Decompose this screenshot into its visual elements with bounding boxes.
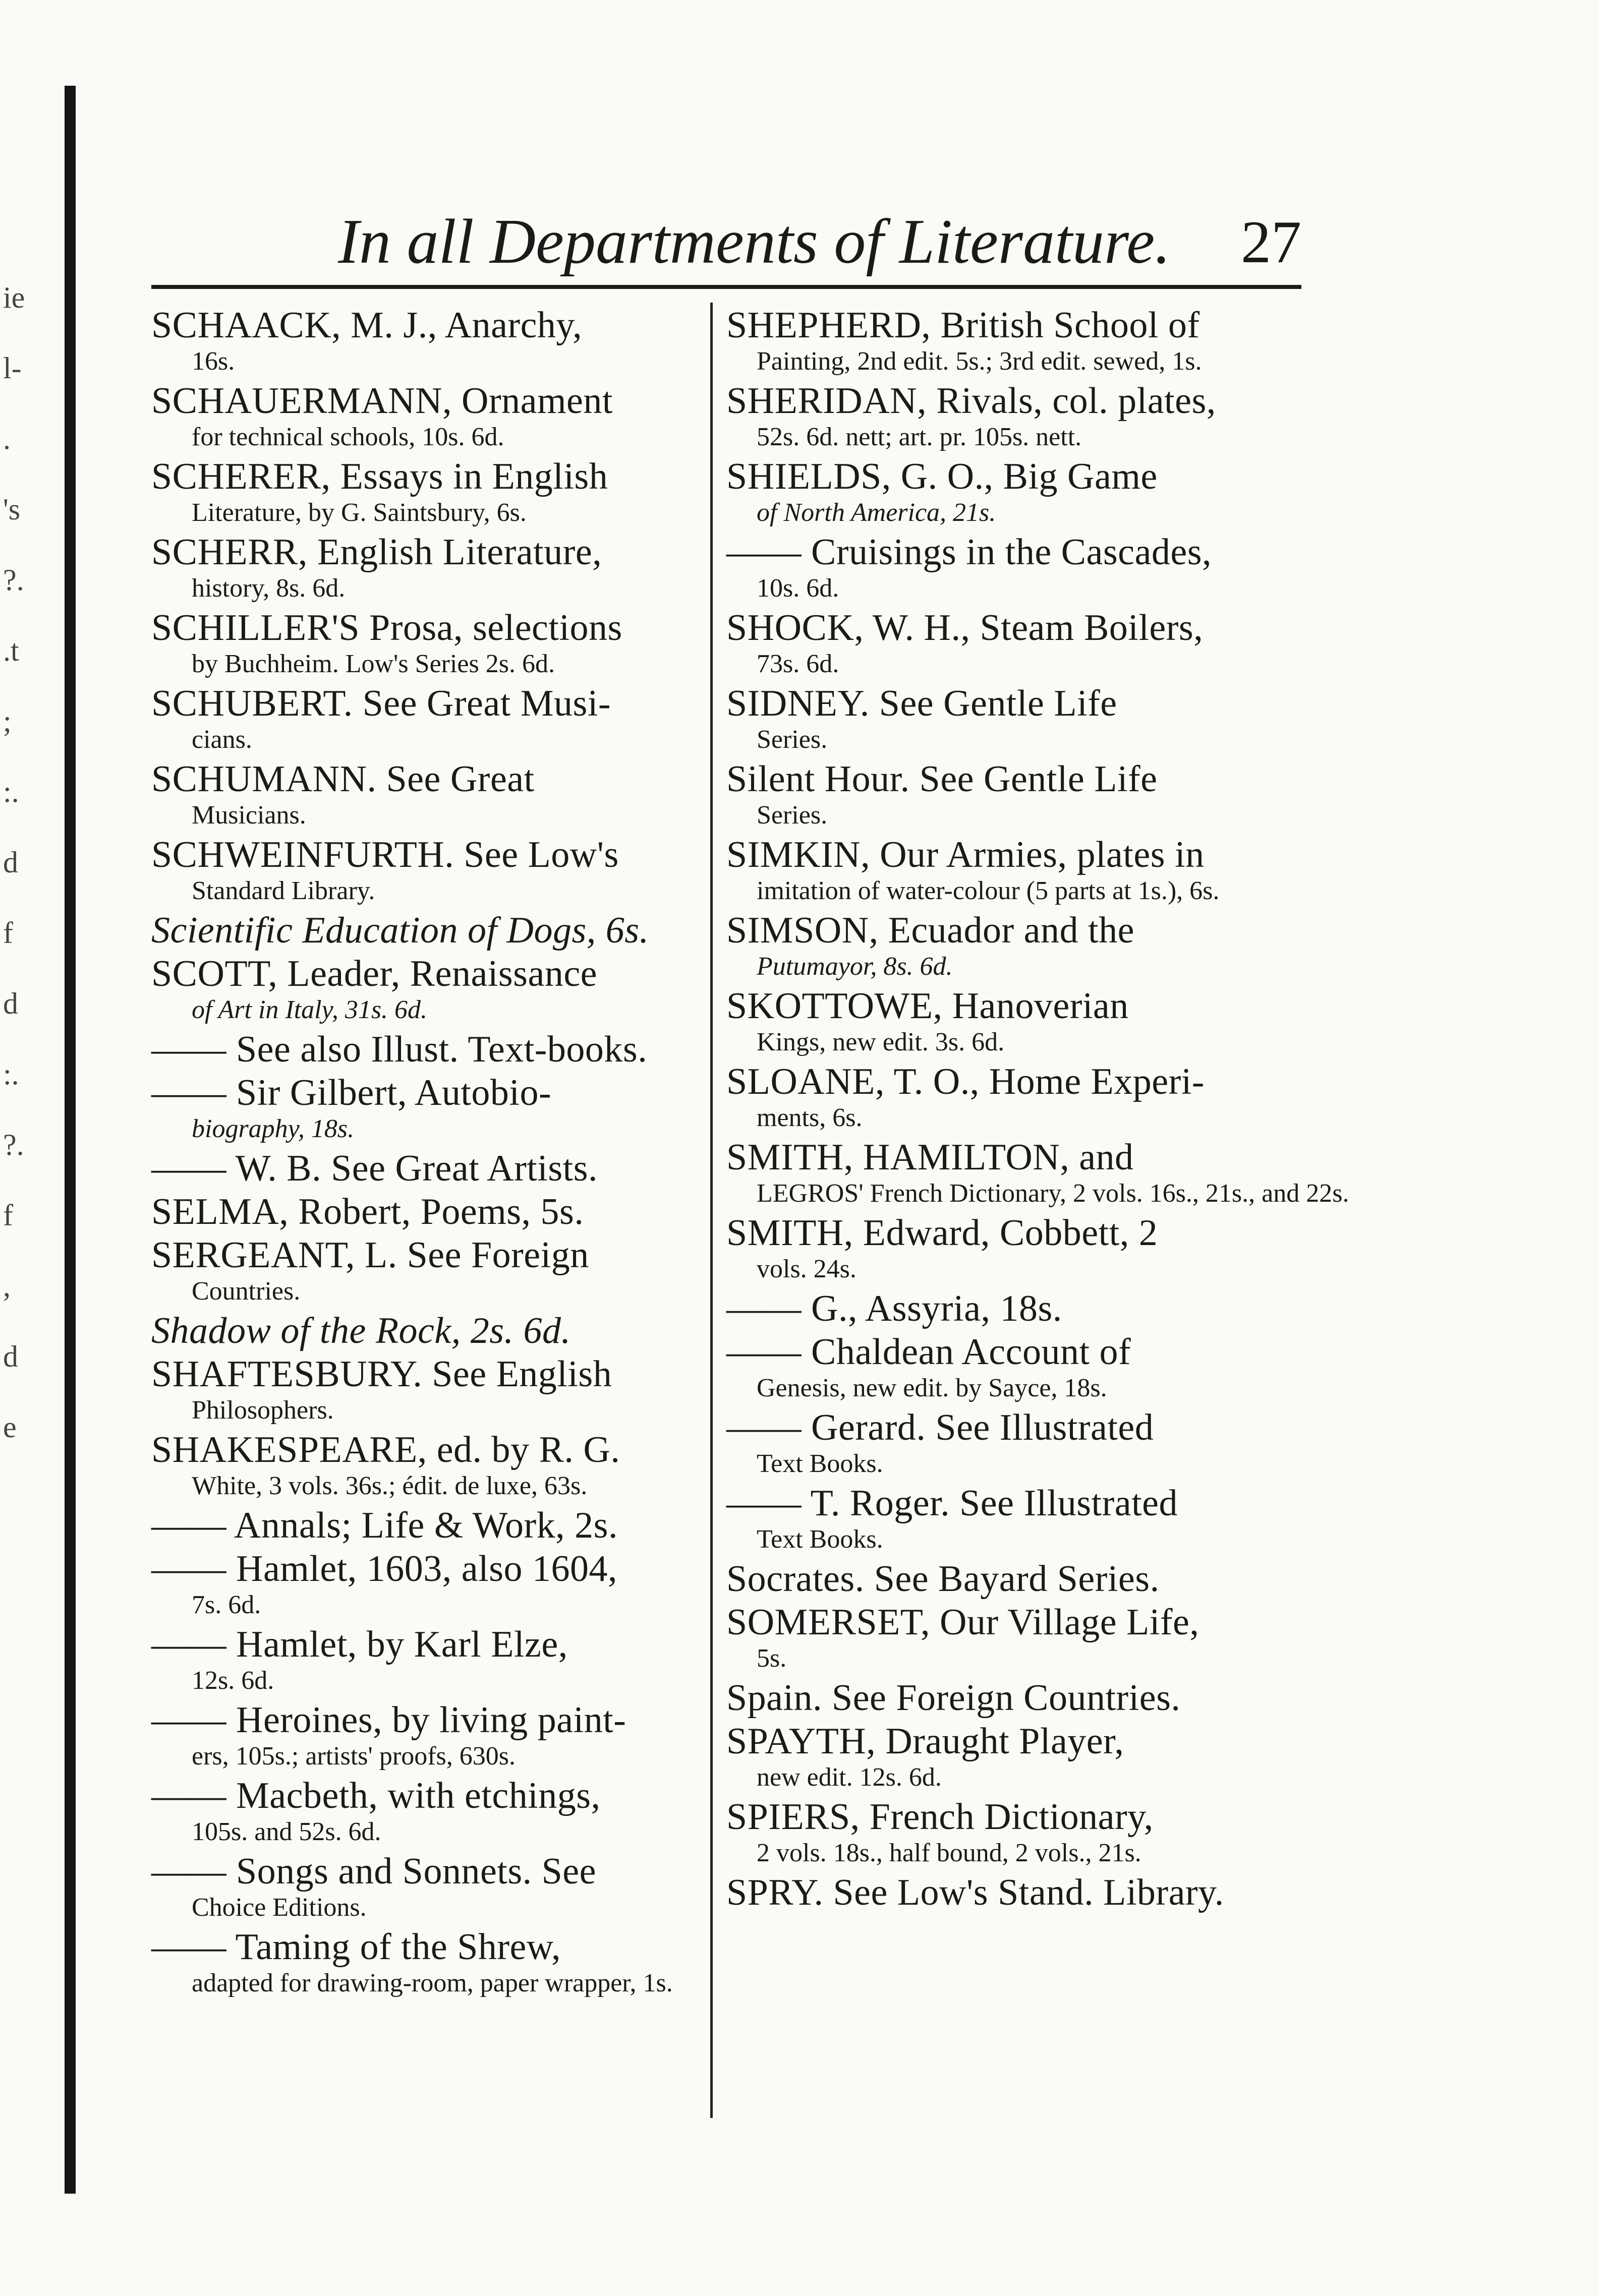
- entry-lead: SCHWEINFURTH. See Low's: [151, 834, 619, 875]
- margin-mark: d: [3, 846, 18, 879]
- entry-continuation: ments, 6s.: [757, 1103, 863, 1132]
- catalog-entry: [151, 1235, 696, 1308]
- catalog-entry: [151, 1505, 696, 1546]
- entry-lead: SCHAUERMANN, Ornament: [151, 380, 613, 422]
- entry-lead: Shadow of the Rock, 2s. 6d.: [151, 1310, 571, 1351]
- entry-continuation: of North America, 21s.: [757, 498, 996, 527]
- header-rule: [151, 285, 1301, 289]
- entry-lead: —— Hamlet, 1603, also 1604,: [151, 1548, 618, 1589]
- catalog-entry: [151, 608, 696, 680]
- entry-lead: —— T. Roger. See Illustrated: [726, 1483, 1178, 1524]
- right-column: [726, 305, 1349, 2131]
- catalog-entry: [151, 1430, 696, 1502]
- entry-continuation: Series.: [757, 725, 828, 754]
- entry-lead: SHIELDS, G. O., Big Game: [726, 456, 1158, 497]
- entry-lead: —— Taming of the Shrew,: [151, 1926, 561, 1968]
- margin-mark: ,: [3, 1269, 11, 1303]
- entry-lead: SHAKESPEARE, ed. by R. G.: [151, 1429, 620, 1470]
- entry-continuation: White, 3 vols. 36s.; édit. de luxe, 63s.: [192, 1471, 588, 1500]
- entry-lead: Socrates. See Bayard Series.: [726, 1558, 1160, 1600]
- catalog-entry: [726, 1332, 1301, 1404]
- entry-continuation: 7s. 6d.: [192, 1591, 261, 1619]
- entry-lead: SCHILLER'S Prosa, selections: [151, 607, 622, 649]
- entry-continuation: Musicians.: [192, 801, 306, 830]
- entry-continuation: Painting, 2nd edit. 5s.; 3rd edit. sewed, 1s.: [757, 347, 1202, 376]
- entry-continuation: Literature, by G. Saintsbury, 6s.: [192, 498, 527, 527]
- running-title: In all Departments of Literature.: [338, 207, 1171, 277]
- catalog-entry: [151, 683, 696, 756]
- entry-lead: Spain. See Foreign Countries.: [726, 1677, 1181, 1719]
- entry-continuation: Choice Editions.: [192, 1893, 367, 1922]
- entry-lead: SLOANE, T. O., Home Experi-: [726, 1061, 1205, 1102]
- entry-lead: SCHUMANN. See Great: [151, 758, 535, 800]
- entry-lead: SCHERER, Essays in English: [151, 456, 608, 497]
- margin-mark: d: [3, 1340, 18, 1373]
- catalog-entry: [726, 305, 1301, 378]
- catalog-entry: [151, 1192, 696, 1232]
- entry-continuation: Standard Library.: [192, 876, 375, 905]
- entry-lead: SHOCK, W. H., Steam Boilers,: [726, 607, 1204, 649]
- entry-lead: Scientific Education of Dogs, 6s.: [151, 910, 649, 951]
- entry-lead: Silent Hour. See Gentle Life: [726, 758, 1158, 800]
- catalog-entry: [726, 1678, 1301, 1718]
- catalog-entry: [151, 532, 696, 605]
- catalog-entry: [726, 381, 1301, 453]
- entry-continuation: 16s.: [192, 347, 235, 376]
- catalog-entry: [726, 910, 1301, 983]
- entry-continuation: adapted for drawing-room, paper wrapper, 1s.: [192, 1969, 673, 1997]
- catalog-entry: [151, 1029, 696, 1070]
- entry-lead: SERGEANT, L. See Foreign: [151, 1234, 589, 1276]
- entry-lead: —— Chaldean Account of: [726, 1331, 1131, 1373]
- entry-lead: SIDNEY. See Gentle Life: [726, 683, 1117, 724]
- entry-continuation: vols. 24s.: [757, 1255, 856, 1283]
- entry-continuation: Text Books.: [757, 1449, 883, 1478]
- catalog-entry: [151, 1549, 696, 1621]
- entry-lead: SOMERSET, Our Village Life,: [726, 1602, 1200, 1643]
- catalog-entry: [726, 1872, 1301, 1913]
- entry-continuation: 73s. 6d.: [757, 650, 839, 678]
- catalog-entry: [151, 1776, 696, 1848]
- entry-continuation: of Art in Italy, 31s. 6d.: [192, 995, 428, 1024]
- entry-lead: —— Macbeth, with etchings,: [151, 1775, 601, 1816]
- entry-lead: SHERIDAN, Rivals, col. plates,: [726, 380, 1216, 422]
- margin-mark: l-: [3, 351, 22, 385]
- catalog-entry: [151, 1354, 696, 1427]
- entry-lead: SELMA, Robert, Poems, 5s.: [151, 1191, 584, 1232]
- margin-mark: .t: [3, 634, 19, 667]
- entry-continuation: 105s. and 52s. 6d.: [192, 1817, 381, 1846]
- catalog-entry: [726, 1213, 1301, 1285]
- entry-lead: SMITH, Edward, Cobbett, 2: [726, 1212, 1158, 1254]
- entry-lead: SPIERS, French Dictionary,: [726, 1796, 1154, 1838]
- entry-continuation: Countries.: [192, 1277, 301, 1306]
- catalog-entry: [151, 910, 696, 951]
- catalog-entry: [726, 1797, 1301, 1869]
- entry-lead: SCOTT, Leader, Renaissance: [151, 953, 598, 994]
- left-column: [151, 305, 696, 2131]
- catalog-entry: [151, 1311, 696, 1351]
- entry-continuation: imitation of water-colour (5 parts at 1s.), 6s.: [757, 876, 1220, 905]
- entry-lead: SHAFTESBURY. See English: [151, 1353, 612, 1395]
- catalog-entry: [726, 1483, 1301, 1556]
- entry-continuation: 52s. 6d. nett; art. pr. 105s. nett.: [757, 423, 1082, 451]
- catalog-entry: [726, 1559, 1301, 1599]
- margin-mark: .: [3, 422, 11, 455]
- book-spine-shadow: [65, 86, 76, 2194]
- margin-mark: ;: [3, 704, 12, 738]
- entry-continuation: biography, 18s.: [192, 1114, 355, 1143]
- catalog-entry: [726, 532, 1301, 605]
- entry-continuation: 10s. 6d.: [757, 574, 839, 603]
- catalog-entry: [726, 1721, 1301, 1794]
- entry-lead: SMITH, HAMILTON, and: [726, 1137, 1134, 1178]
- entry-lead: —— Gerard. See Illustrated: [726, 1407, 1154, 1448]
- entry-lead: —— See also Illust. Text-books.: [151, 1029, 648, 1070]
- catalog-entry: [726, 1602, 1301, 1675]
- margin-mark: 's: [3, 493, 21, 526]
- entry-continuation: 12s. 6d.: [192, 1666, 274, 1695]
- entry-lead: SPRY. See Low's Stand. Library.: [726, 1872, 1224, 1913]
- entry-continuation: LEGROS' French Dictionary, 2 vols. 16s., 21s., and 22s.: [757, 1179, 1349, 1208]
- entry-continuation: Text Books.: [757, 1525, 883, 1554]
- entry-continuation: by Buchheim. Low's Series 2s. 6d.: [192, 650, 555, 678]
- entry-lead: —— Heroines, by living paint-: [151, 1699, 626, 1741]
- entry-continuation: new edit. 12s. 6d.: [757, 1763, 942, 1792]
- catalog-entry: [151, 954, 696, 1026]
- entry-lead: SIMKIN, Our Armies, plates in: [726, 834, 1205, 875]
- catalog-entry: [726, 759, 1301, 832]
- catalog-entry: [151, 1700, 696, 1773]
- entry-continuation: Putumayor, 8s. 6d.: [757, 952, 953, 981]
- entry-continuation: 2 vols. 18s., half bound, 2 vols., 21s.: [757, 1839, 1141, 1867]
- margin-mark: e: [3, 1410, 17, 1444]
- catalog-entry: [151, 1851, 696, 1924]
- margin-mark: :.: [3, 1057, 19, 1091]
- catalog-entry: [726, 1288, 1301, 1329]
- entry-lead: —— W. B. See Great Artists.: [151, 1148, 598, 1189]
- entry-continuation: Genesis, new edit. by Sayce, 18s.: [757, 1374, 1107, 1402]
- entry-lead: —— Annals; Life & Work, 2s.: [151, 1505, 618, 1546]
- catalog-entry: [151, 759, 696, 832]
- catalog-entry: [726, 835, 1301, 907]
- entry-continuation: history, 8s. 6d.: [192, 574, 346, 603]
- catalog-entry: [726, 986, 1301, 1058]
- entry-continuation: Series.: [757, 801, 828, 830]
- catalog-entry: [151, 1073, 696, 1145]
- left-margin-bleed-marks: [3, 262, 51, 1462]
- entry-continuation: cians.: [192, 725, 252, 754]
- page-header: [151, 197, 1301, 298]
- entry-lead: SCHUBERT. See Great Musi-: [151, 683, 611, 724]
- margin-mark: d: [3, 987, 18, 1020]
- catalog-entry: [726, 1062, 1301, 1134]
- column-divider: [710, 303, 713, 2118]
- catalog-entry: [726, 456, 1301, 529]
- catalog-entry: [151, 381, 696, 453]
- entry-continuation: Philosophers.: [192, 1396, 334, 1425]
- entry-continuation: ers, 105s.; artists' proofs, 630s.: [192, 1742, 516, 1771]
- entry-lead: SPAYTH, Draught Player,: [726, 1721, 1124, 1762]
- entry-lead: SKOTTOWE, Hanoverian: [726, 985, 1129, 1027]
- entry-lead: SCHAACK, M. J., Anarchy,: [151, 305, 583, 346]
- margin-mark: f: [3, 916, 13, 950]
- entry-lead: SHEPHERD, British School of: [726, 305, 1200, 346]
- entry-lead: —— Songs and Sonnets. See: [151, 1851, 596, 1892]
- margin-mark: f: [3, 1199, 13, 1232]
- margin-mark: ?.: [3, 1128, 24, 1161]
- catalog-entry: [726, 1407, 1301, 1480]
- entry-lead: SIMSON, Ecuador and the: [726, 910, 1134, 951]
- catalog-entry: [151, 1624, 696, 1697]
- catalog-entry: [151, 456, 696, 529]
- entry-lead: —— G., Assyria, 18s.: [726, 1288, 1062, 1329]
- margin-mark: :.: [3, 775, 19, 808]
- catalog-entry: [151, 305, 696, 378]
- margin-mark: ?.: [3, 563, 24, 597]
- page-number: 27: [1241, 208, 1301, 275]
- catalog-entry: [726, 1137, 1349, 1210]
- margin-mark: ie: [3, 281, 25, 314]
- entry-lead: —— Hamlet, by Karl Elze,: [151, 1624, 568, 1665]
- entry-lead: SCHERR, English Literature,: [151, 532, 602, 573]
- catalog-entry: [151, 1927, 696, 1999]
- entry-continuation: Kings, new edit. 3s. 6d.: [757, 1028, 1005, 1056]
- catalog-entry: [726, 683, 1301, 756]
- catalog-entry: [726, 608, 1301, 680]
- entry-lead: —— Cruisings in the Cascades,: [726, 532, 1212, 573]
- entry-continuation: 5s.: [757, 1644, 787, 1673]
- catalog-entry: [151, 835, 696, 907]
- catalog-entry: [151, 1148, 696, 1189]
- entry-continuation: for technical schools, 10s. 6d.: [192, 423, 504, 451]
- entry-lead: —— Sir Gilbert, Autobio-: [151, 1072, 552, 1113]
